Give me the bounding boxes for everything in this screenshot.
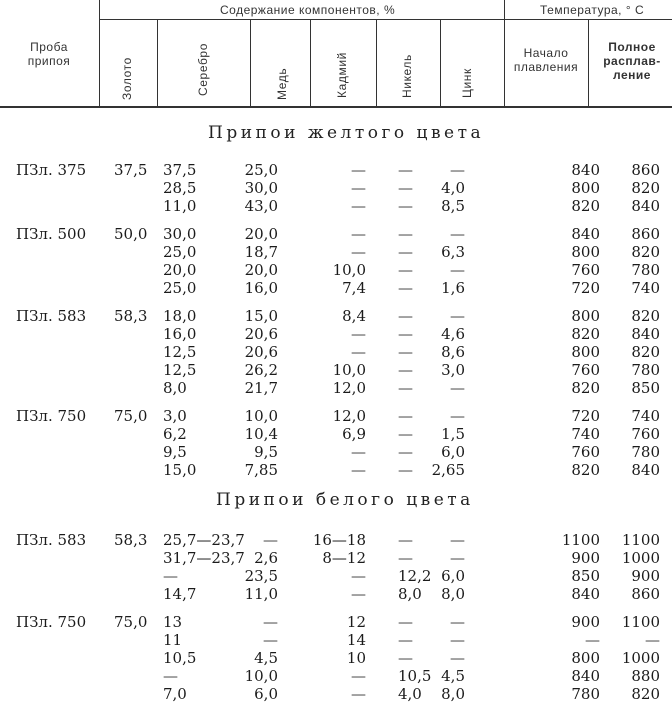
table-row	[0, 530, 672, 550]
cell-t-start: 840	[571, 161, 600, 179]
cell-t-full: 820	[631, 343, 660, 361]
cell-silver: 12,5	[163, 343, 197, 361]
cell-cadmium: 14	[346, 631, 366, 649]
cell-silver: 15,0	[163, 461, 197, 479]
cell-nickel: —	[398, 443, 413, 461]
probe-header: Проба припоя	[27, 40, 71, 68]
cell-copper: 25,0	[244, 161, 278, 179]
cell-silver: 30,0	[163, 225, 197, 243]
col-divider-4	[376, 20, 377, 106]
col-divider-1	[157, 20, 158, 106]
cell-t-full: 760	[631, 425, 660, 443]
cell-zinc: 8,6	[441, 343, 465, 361]
cell-t-full: 1000	[621, 549, 660, 567]
cell-nickel: —	[398, 649, 413, 667]
cell-silver: 8,0	[163, 379, 187, 397]
cell-copper: 20,0	[244, 261, 278, 279]
cell-t-full: 840	[631, 461, 660, 479]
cell-t-full: 820	[631, 243, 660, 261]
cell-t-full: 780	[631, 361, 660, 379]
cell-silver: 9,5	[163, 443, 187, 461]
cell-gold: 58,3	[114, 307, 148, 325]
cell-silver: 14,7	[163, 585, 197, 603]
cell-silver: —	[163, 667, 178, 685]
cell-silver: 3,0	[163, 407, 187, 425]
cell-copper: 20,6	[244, 325, 278, 343]
table-row	[0, 360, 672, 380]
cell-t-full: 740	[631, 279, 660, 297]
cell-cadmium: —	[351, 225, 366, 243]
cell-copper: 10,4	[244, 425, 278, 443]
table-row	[0, 260, 672, 280]
table-row	[0, 324, 672, 344]
cell-cadmium: —	[351, 685, 366, 703]
table-row	[0, 378, 672, 398]
col-melt-start-header: Начало плавления	[513, 46, 579, 74]
cell-cadmium: —	[351, 179, 366, 197]
table-row	[0, 424, 672, 444]
col-nickel-header: Никель	[400, 54, 414, 98]
cell-zinc: —	[450, 407, 465, 425]
cell-nickel: 4,0	[398, 685, 422, 703]
table-row	[0, 548, 672, 568]
cell-copper: 15,0	[244, 307, 278, 325]
table-row	[0, 566, 672, 586]
cell-zinc: 1,5	[441, 425, 465, 443]
cell-nickel: —	[398, 407, 413, 425]
cell-silver: 16,0	[163, 325, 197, 343]
cell-copper: 43,0	[244, 197, 278, 215]
cell-nickel: —	[398, 549, 413, 567]
cell-gold: 75,0	[114, 613, 148, 631]
table-row	[0, 196, 672, 216]
cell-t-start: 720	[571, 407, 600, 425]
cell-probe: ПЗл. 583	[16, 531, 87, 549]
cell-cadmium: —	[351, 325, 366, 343]
cell-zinc: —	[450, 261, 465, 279]
cell-nickel: —	[398, 425, 413, 443]
cell-t-start: 820	[571, 379, 600, 397]
table-row	[0, 442, 672, 462]
cell-t-full: 1100	[621, 613, 660, 631]
cell-copper: 18,7	[244, 243, 278, 261]
cell-cadmium: —	[351, 567, 366, 585]
cell-silver: —	[163, 567, 178, 585]
col-gold-header: Золото	[120, 57, 134, 100]
cell-gold: 58,3	[114, 531, 148, 549]
cell-t-start: 800	[571, 243, 600, 261]
cell-copper: —	[263, 631, 278, 649]
cell-zinc: —	[450, 379, 465, 397]
cell-copper: 6,0	[254, 685, 278, 703]
cell-t-start: 780	[571, 685, 600, 703]
col-copper-header: Медь	[275, 67, 289, 100]
table-row	[0, 278, 672, 298]
cell-t-full: 780	[631, 443, 660, 461]
cell-copper: —	[263, 531, 278, 549]
cell-silver: 25,0	[163, 279, 197, 297]
cell-cadmium: —	[351, 585, 366, 603]
cell-copper: 30,0	[244, 179, 278, 197]
cell-copper: 10,0	[244, 407, 278, 425]
col-cadmium-header: Кадмий	[335, 52, 349, 98]
cell-copper: 16,0	[244, 279, 278, 297]
cell-t-start: 760	[571, 261, 600, 279]
cell-probe: ПЗл. 583	[16, 307, 87, 325]
table-row	[0, 630, 672, 650]
cell-copper: 20,6	[244, 343, 278, 361]
col-divider-5	[440, 20, 441, 106]
cell-t-full: 900	[631, 567, 660, 585]
cell-t-start: 840	[571, 585, 600, 603]
cell-t-start: 820	[571, 197, 600, 215]
cell-nickel: —	[398, 279, 413, 297]
col-silver-header: Серебро	[196, 43, 210, 96]
cell-t-full: 820	[631, 307, 660, 325]
cell-cadmium: 10,0	[332, 261, 366, 279]
cell-silver: 25,0	[163, 243, 197, 261]
cell-cadmium: 7,4	[342, 279, 366, 297]
table-row	[0, 648, 672, 668]
cell-nickel: 10,5	[398, 667, 432, 685]
cell-silver: 11	[163, 631, 183, 649]
cell-zinc: 8,0	[441, 685, 465, 703]
cell-t-start: —	[585, 631, 600, 649]
cell-t-full: 820	[631, 179, 660, 197]
header-divider-probe	[99, 0, 100, 106]
col-melt-full-header: Полное расплав-ление	[603, 40, 661, 82]
cell-probe: ПЗл. 375	[16, 161, 87, 179]
cell-t-start: 850	[571, 567, 600, 585]
table-row	[0, 306, 672, 326]
cell-t-start: 800	[571, 649, 600, 667]
cell-t-start: 840	[571, 667, 600, 685]
cell-silver: 6,2	[163, 425, 187, 443]
table-row	[0, 684, 672, 704]
cell-zinc: 4,0	[441, 179, 465, 197]
cell-silver: 7,0	[163, 685, 187, 703]
cell-t-full: —	[645, 631, 660, 649]
cell-zinc: 2,65	[431, 461, 465, 479]
cell-probe: ПЗл. 750	[16, 407, 87, 425]
cell-cadmium: —	[351, 343, 366, 361]
cell-nickel: —	[398, 197, 413, 215]
cell-t-start: 760	[571, 361, 600, 379]
col-zinc-header: Цинк	[460, 68, 474, 98]
cell-zinc: 8,0	[441, 585, 465, 603]
table-row	[0, 460, 672, 480]
table-row	[0, 224, 672, 244]
cell-silver: 12,5	[163, 361, 197, 379]
cell-gold: 50,0	[114, 225, 148, 243]
cell-t-start: 740	[571, 425, 600, 443]
cell-t-start: 820	[571, 461, 600, 479]
cell-t-full: 1100	[621, 531, 660, 549]
cell-copper: —	[263, 613, 278, 631]
cell-zinc: —	[450, 307, 465, 325]
cell-cadmium: —	[351, 243, 366, 261]
cell-t-full: 780	[631, 261, 660, 279]
cell-zinc: 4,5	[441, 667, 465, 685]
table-row	[0, 178, 672, 198]
cell-t-full: 860	[631, 161, 660, 179]
table-row	[0, 160, 672, 180]
cell-zinc: 1,6	[441, 279, 465, 297]
cell-cadmium: 8—12	[322, 549, 366, 567]
cell-silver: 13	[163, 613, 183, 631]
cell-probe: ПЗл. 750	[16, 613, 87, 631]
cell-zinc: —	[450, 225, 465, 243]
cell-copper: 2,6	[254, 549, 278, 567]
cell-t-start: 720	[571, 279, 600, 297]
cell-zinc: 6,0	[441, 443, 465, 461]
cell-zinc: —	[450, 613, 465, 631]
cell-cadmium: 10,0	[332, 361, 366, 379]
col-divider-2	[250, 20, 251, 106]
cell-nickel: —	[398, 243, 413, 261]
cell-zinc: —	[450, 161, 465, 179]
cell-t-full: 860	[631, 225, 660, 243]
cell-nickel: —	[398, 631, 413, 649]
cell-nickel: —	[398, 613, 413, 631]
cell-t-full: 850	[631, 379, 660, 397]
cell-cadmium: 6,9	[342, 425, 366, 443]
cell-nickel: —	[398, 161, 413, 179]
cell-nickel: —	[398, 461, 413, 479]
cell-zinc: 4,6	[441, 325, 465, 343]
cell-copper: 4,5	[254, 649, 278, 667]
cell-nickel: —	[398, 179, 413, 197]
cell-copper: 26,2	[244, 361, 278, 379]
cell-nickel: —	[398, 307, 413, 325]
cell-zinc: 8,5	[441, 197, 465, 215]
cell-silver: 11,0	[163, 197, 197, 215]
col-divider-6	[588, 20, 589, 106]
cell-nickel: —	[398, 343, 413, 361]
col-divider-3	[310, 20, 311, 106]
cell-silver: 25,7—23,7	[163, 531, 245, 549]
cell-gold: 75,0	[114, 407, 148, 425]
cell-zinc: —	[450, 631, 465, 649]
header-bottom-rule	[0, 106, 672, 108]
cell-cadmium: 12,0	[332, 379, 366, 397]
cell-cadmium: 8,4	[342, 307, 366, 325]
section-title-yellow: Припои желтого цвета	[208, 123, 485, 143]
cell-zinc: —	[450, 649, 465, 667]
cell-t-start: 800	[571, 343, 600, 361]
cell-t-start: 900	[571, 549, 600, 567]
cell-t-start: 800	[571, 307, 600, 325]
table-row	[0, 406, 672, 426]
cell-silver: 28,5	[163, 179, 197, 197]
cell-silver: 20,0	[163, 261, 197, 279]
section-title-white: Припои белого цвета	[216, 490, 474, 510]
cell-t-start: 840	[571, 225, 600, 243]
cell-cadmium: —	[351, 667, 366, 685]
cell-copper: 21,7	[244, 379, 278, 397]
cell-silver: 37,5	[163, 161, 197, 179]
cell-nickel: —	[398, 379, 413, 397]
cell-nickel: —	[398, 531, 413, 549]
cell-t-start: 900	[571, 613, 600, 631]
cell-silver: 18,0	[163, 307, 197, 325]
cell-copper: 10,0	[244, 667, 278, 685]
cell-t-start: 760	[571, 443, 600, 461]
cell-copper: 7,85	[244, 461, 278, 479]
cell-copper: 20,0	[244, 225, 278, 243]
table-row	[0, 342, 672, 362]
cell-t-start: 820	[571, 325, 600, 343]
table-row	[0, 242, 672, 262]
cell-nickel: 12,2	[398, 567, 432, 585]
cell-silver: 10,5	[163, 649, 197, 667]
cell-t-full: 1000	[621, 649, 660, 667]
cell-zinc: 6,0	[441, 567, 465, 585]
cell-t-full: 820	[631, 685, 660, 703]
cell-nickel: —	[398, 261, 413, 279]
cell-copper: 9,5	[254, 443, 278, 461]
table-row	[0, 612, 672, 632]
cell-copper: 23,5	[244, 567, 278, 585]
cell-t-full: 740	[631, 407, 660, 425]
cell-nickel: 8,0	[398, 585, 422, 603]
table-row	[0, 584, 672, 604]
cell-copper: 11,0	[244, 585, 278, 603]
cell-probe: ПЗл. 500	[16, 225, 87, 243]
composition-header: Содержание компонентов, %	[220, 3, 396, 17]
cell-cadmium: 10	[346, 649, 366, 667]
temperature-header: Температура, ° С	[540, 3, 645, 17]
cell-cadmium: —	[351, 443, 366, 461]
cell-t-start: 1100	[561, 531, 600, 549]
cell-silver: 31,7—23,7	[163, 549, 245, 567]
cell-t-full: 860	[631, 585, 660, 603]
cell-zinc: —	[450, 531, 465, 549]
cell-nickel: —	[398, 361, 413, 379]
cell-zinc: —	[450, 549, 465, 567]
cell-cadmium: —	[351, 197, 366, 215]
cell-cadmium: —	[351, 461, 366, 479]
header-rule-composition	[100, 19, 504, 20]
cell-t-full: 840	[631, 197, 660, 215]
cell-zinc: 6,3	[441, 243, 465, 261]
cell-t-full: 880	[631, 667, 660, 685]
cell-cadmium: 16—18	[312, 531, 366, 549]
cell-gold: 37,5	[114, 161, 148, 179]
cell-cadmium: —	[351, 161, 366, 179]
table-row	[0, 666, 672, 686]
cell-nickel: —	[398, 225, 413, 243]
cell-zinc: 3,0	[441, 361, 465, 379]
cell-cadmium: 12,0	[332, 407, 366, 425]
cell-t-start: 800	[571, 179, 600, 197]
cell-t-full: 840	[631, 325, 660, 343]
cell-cadmium: 12	[346, 613, 366, 631]
cell-nickel: —	[398, 325, 413, 343]
